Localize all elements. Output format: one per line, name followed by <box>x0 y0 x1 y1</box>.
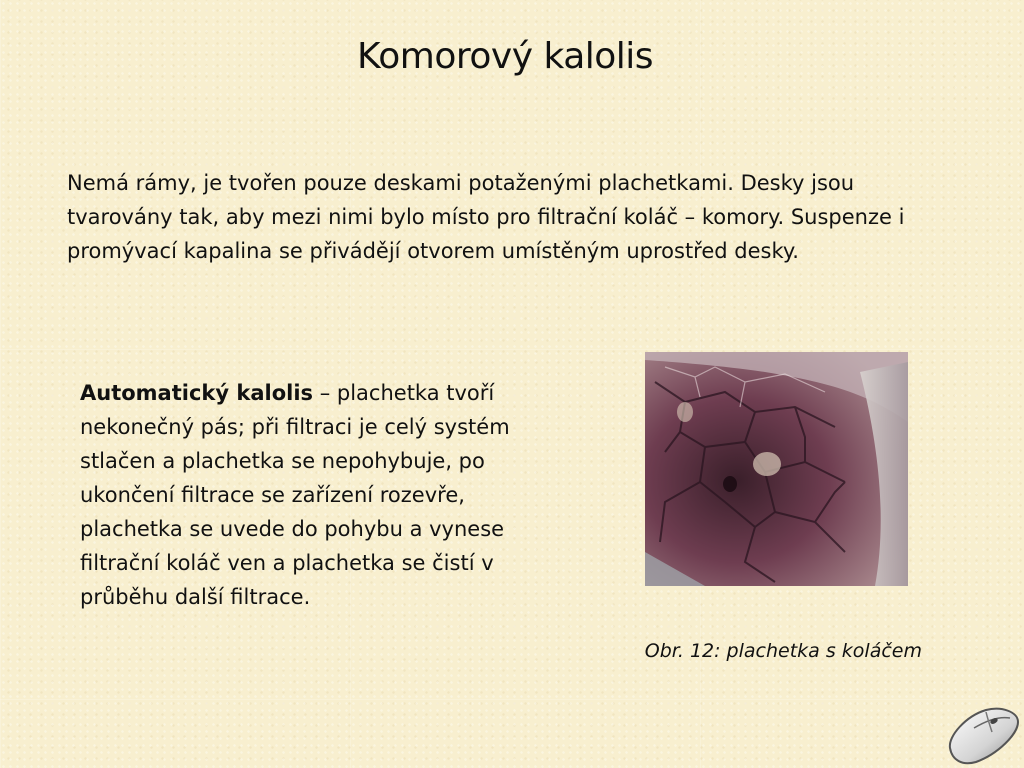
computer-mouse-icon <box>944 706 1022 766</box>
slide-title: Komorový kalolis <box>356 36 654 77</box>
automatic-press-description: – plachetka tvoří nekonečný pás; při filtraci je celý systém stlačen a plachetka se nepohybuje, po ukončení filtrace se zařízení rozevře, plachetka se uvede do pohybu a vynese filtrační koláč ven a plachetka se čistí v průběhu další filtrace. <box>80 381 510 609</box>
automatic-press-paragraph <box>80 376 560 614</box>
intro-paragraph: Nemá rámy, je tvořen pouze deskami potaženými plachetkami. Desky jsou tvarovány tak, aby mezi nimi bylo místo pro filtrační koláč – komory. Suspenze i promývací kapalina se přivádějí otvorem umístěným uprostřed desky. <box>67 171 905 263</box>
figure-caption: Obr. 12: plachetka s koláčem <box>644 640 922 662</box>
photo-filter-cloth-icon <box>645 352 908 586</box>
filter-cloth-photo <box>645 352 908 586</box>
automatic-press-term: Automatický kalolis <box>80 381 314 405</box>
